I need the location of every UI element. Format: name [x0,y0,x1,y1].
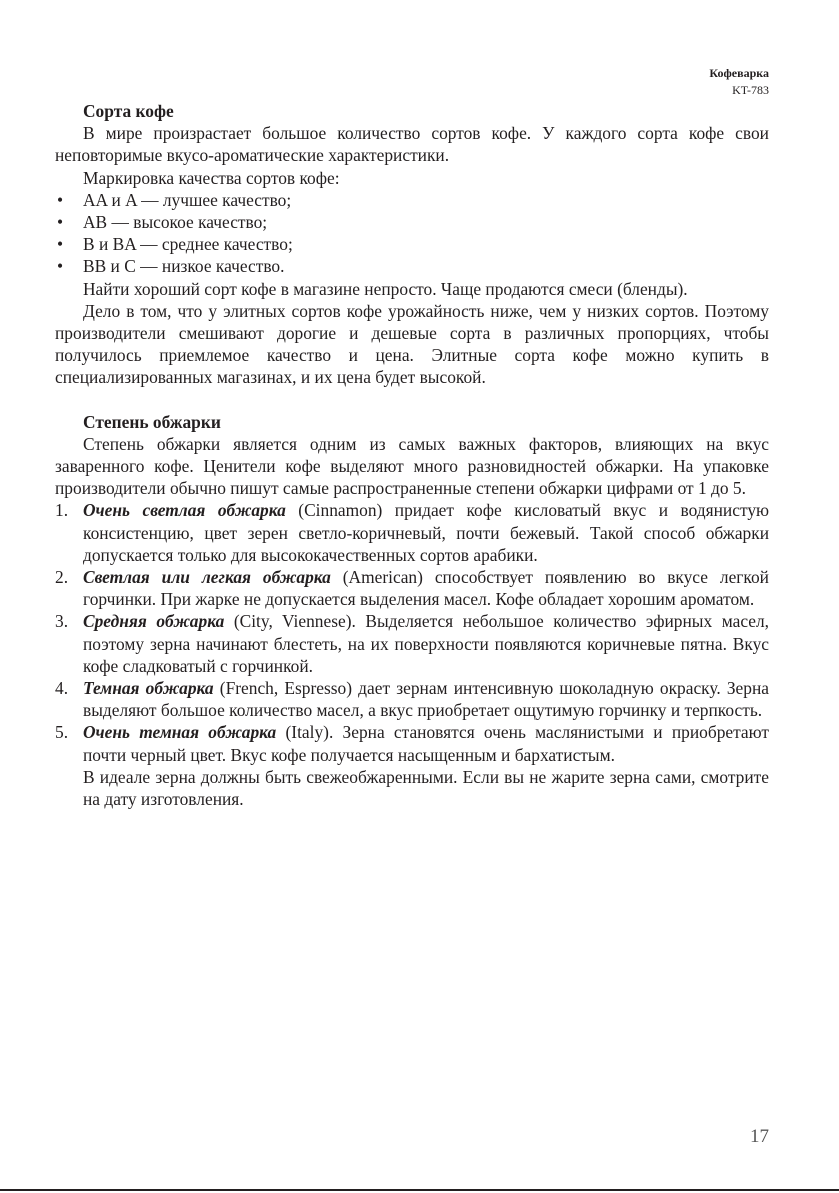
list-number: 3. [55,611,69,632]
list-item [55,211,769,233]
list-item [55,233,769,255]
section-title-roast-level: Степень обжарки [83,411,221,432]
list-item-text: AA и A — лучшее качество; [83,189,292,210]
list-item-text: BB и C — низкое качество. [83,256,285,277]
section-spacer [55,389,769,411]
roast-term: Средняя обжарка [83,611,225,632]
roast-description: (City, Viennese). Выделяется небольшое количество эфирных масел, поэтому зерна начинают блестеть, на их поверхности появляются коричневые пятна. Вкус кофе сладковатый с горчинкой. [83,611,769,676]
list-item-text: AB — высокое качество; [83,212,268,233]
list-item [55,566,769,610]
page-number: 17 [750,1126,769,1147]
header-brand: Кофеварка [709,66,769,80]
paragraph: Степень обжарки является одним из самых важных факторов, влияющих на вкус заваренного кофе. Ценители кофе выделяют много разновидностей обжарки. На упаковке производители обычно пишут самые распространенные степени обжарки цифрами от 1 до 5. [55,433,769,499]
roast-description: (Italy). Зерна становятся очень маслянистыми и приобретают почти черный цвет. Вкус кофе получается насыщенным и бархатистым. [83,722,769,765]
paragraph: Найти хороший сорт кофе в магазине непросто. Чаще продаются смеси (бленды). [83,278,688,299]
list-number: 4. [55,678,69,699]
list-item [55,610,769,677]
list-item [55,189,769,211]
paragraph: Дело в том, что у элитных сортов кофе урожайность ниже, чем у низких сортов. Поэтому производители смешивают дорогие и дешевые сорта в различных пропорциях, чтобы получилось приемлемое качество и цена. Элитные сорта кофе можно купить в специализированных магазинах, и их цена будет высокой. [55,300,769,388]
list-item [55,721,769,765]
roast-description: (American) способствует появлению во вкусе легкой горчинки. При жарке не допускается выделения масел. Кофе обладает хорошим ароматом. [83,567,769,610]
roast-levels-list [55,499,769,765]
roast-term: Очень светлая обжарка [83,500,286,521]
roast-description: (Cinnamon) придает кофе кисловатый вкус и водянистую консистенцию, цвет зерен светло-коричневый, почти бежевый. Такой способ обжарки допускается только для высококачественных сортов арабики. [83,500,770,565]
page-content [55,100,769,810]
list-item-text: B и BA — среднее качество; [83,234,293,255]
quality-grades-list [55,189,769,278]
paragraph: В мире произрастает большое количество сортов кофе. У каждого сорта кофе свои неповторимые вкусо-ароматические характеристики. [55,123,769,166]
roast-term: Светлая или легкая обжарка [83,567,331,588]
bullet-icon: • [57,234,64,255]
bullet-icon: • [57,212,64,233]
header-model: KT-783 [732,83,769,97]
bottom-divider [0,1189,839,1191]
bullet-icon: • [57,256,64,277]
list-number: 1. [55,500,69,521]
list-item [55,677,769,721]
list-number: 2. [55,567,69,588]
running-header [709,65,769,99]
bullet-icon: • [57,189,64,210]
roast-term: Темная обжарка [83,678,214,699]
paragraph: Маркировка качества сортов кофе: [83,167,340,188]
closing-paragraph: В идеале зерна должны быть свежеобжаренными. Если вы не жарите зерна сами, смотрите на дату изготовления. [83,766,769,810]
list-item [55,255,769,277]
roast-term: Очень темная обжарка [83,722,277,743]
roast-description: (French, Espresso) дает зернам интенсивную шоколадную окраску. Зерна выделяют большое количество масел, а вкус приобретает ощутимую горчинку и терпкость. [83,678,769,721]
section-title-coffee-varieties: Сорта кофе [83,101,174,121]
list-number: 5. [55,722,69,743]
list-item [55,499,769,566]
